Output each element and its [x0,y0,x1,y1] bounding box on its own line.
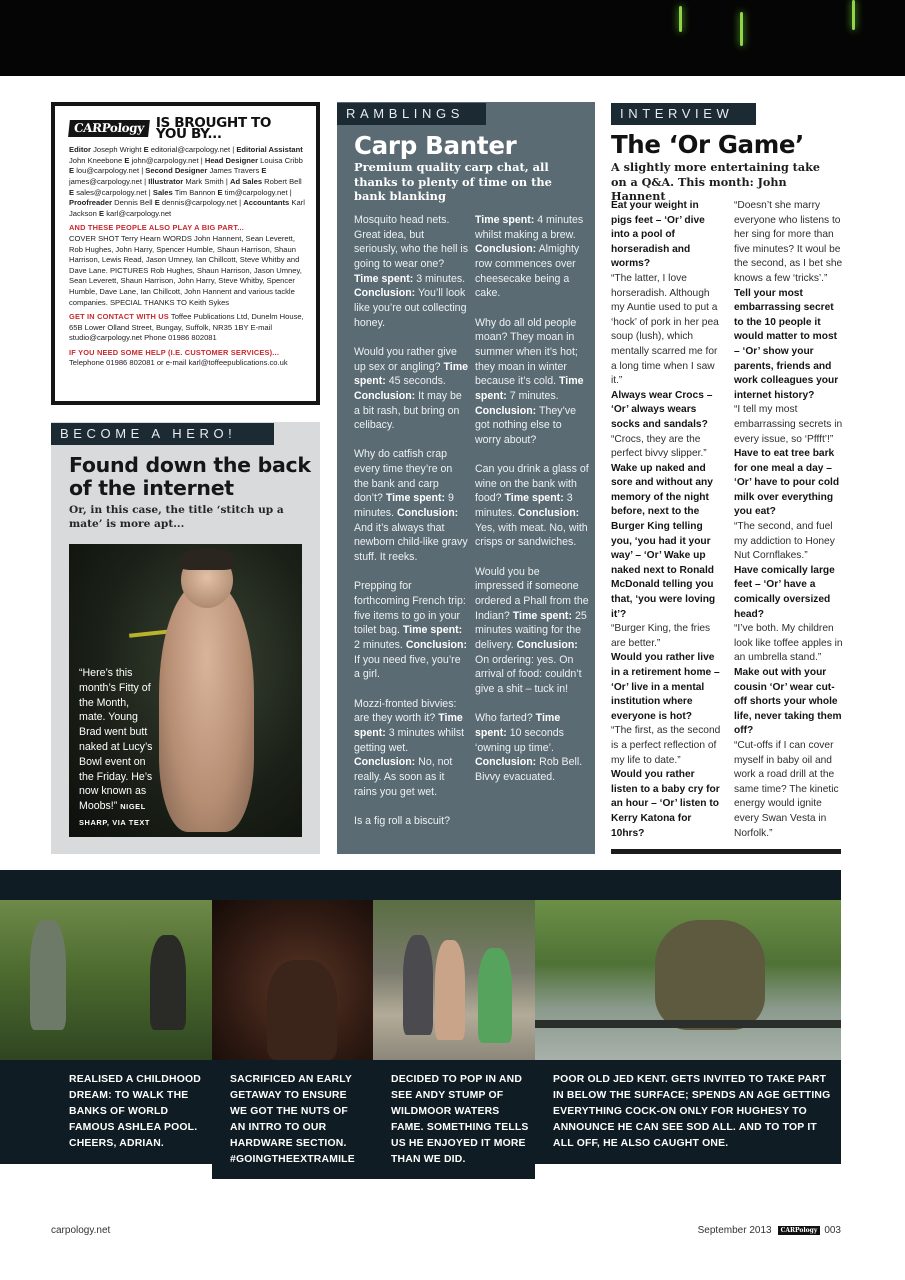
photo-net [535,1020,841,1028]
photo-figure [159,582,254,832]
photo-figure [478,948,512,1043]
answer: “The latter, I love horseradish. Although my Auntie used to put a ‘hock’ of pork in her pea soup (lush), which mentally scarred me for a long time when I saw it.” [611,272,719,387]
photo-caption: REALISED A CHILDHOOD DREAM: TO WALK THE BANKS OF WORLD FAMOUS ASHLEA POOL. CHEERS, ADRIAN. [69,1074,201,1149]
ramblings-column-1 [354,213,469,843]
question: Would you rather listen to a baby cry for an hour – ‘Or’ listen to Kerry Katona for 10hrs? [611,769,720,839]
help-text: Telephone 01986 802081 or e-mail karl@toffeepublications.co.uk [69,358,288,368]
contact-text: Toffee Publications Ltd, Dunelm House, 65B Lower Olland Street, Bungay, Suffolk, NR35 1BY E-mail studio@carpology.net Phone 01986 802081 [69,312,304,343]
photo-wildmoor-waters [373,900,535,1060]
photo-figure [403,935,433,1035]
interview-title: The ‘Or Game’ [611,130,804,159]
hero-photo [69,544,302,837]
help-section [69,348,306,369]
qa-item [611,199,721,389]
interview-column-2 [734,199,844,841]
contributors-heading: AND THESE PEOPLE ALSO PLAY A BIG PART... [69,223,244,233]
hero-section [51,422,320,854]
photo-caption: SACRIFICED AN EARLY GETAWAY TO ENSURE WE GOT THE NUTS OF AN INTRO TO OUR HARDWARE SECTION. #GOINGTHEEXTRAMILE [230,1074,355,1165]
footer-date: September 2013 [697,1225,772,1236]
top-photo-band [0,0,905,76]
banter-item: Would you be impressed if someone ordered a Phall from the Indian? Time spent: 25 minutes waiting for the delivery. Conclusion: On ordering: yes. On arrival of food: couldn’t give a shit – tuck in! [475,565,589,695]
page-number: 003 [824,1225,841,1236]
photo-jed-kent [535,900,841,1060]
photo-caption: DECIDED TO POP IN AND SEE ANDY STUMP OF WILDMOOR WATERS FAME. SOMETHING TELLS US HE ENJOYED IT MORE THAN WE DID. [391,1074,529,1165]
question: Have to eat tree bark for one meal a day – ‘Or’ have to pour cold milk over everything you eat? [734,448,840,518]
question: Make out with your cousin ‘Or’ wear cut-off shorts your whole life, never taking them off? [734,667,842,737]
banter-item: Mozzi-fronted bivvies: are they worth it? Time spent: 3 minutes whilst getting wet. Conclusion: No, not really. As soon as it rains you get wet. [354,697,465,798]
qa-item [611,651,721,768]
photo-figure-hair [179,548,235,570]
banter-item: Who farted? Time spent: 10 seconds ‘owning up time’. Conclusion: Rob Bell. Bivvy evacuated. [475,712,583,783]
photo-caption: POOR OLD JED KENT. GETS INVITED TO TAKE PART IN BELOW THE SURFACE; SPENDS AN AGE GETTING EVERYTHING COCK-ON ONLY FOR HUGHESY TO ANNOUNCE HE CAN SEE SOD ALL. AND TO TOP IT ALL OFF, HE ALSO CAUGHT ONE. [553,1074,831,1149]
answer: “The first, as the second is a perfect reflection of my life to date.” [611,725,721,766]
contact-heading: GET IN CONTACT WITH US [69,312,169,322]
contributors-text: COVER SHOT Terry Hearn WORDS John Hannent, Sean Leverett, Rob Hughes, John Harry, Spencer Humble, Shaun Harrison, Shaun Harrison, Lewis Read, Jason Umney, Ian Chillcott, Steve Whitby and Dave Lane. PICTURES Rob Hughes, Shaun Harrison, Jason Umney, Sean Leverett, Shaun Harrison, John Harry, Steve Whitby, Spencer Humble, Dave Lane, Ian Chillcott, John Hannent and various tackle companies. SPECIAL THANKS TO Keith Sykes [69,233,302,307]
hero-subtitle: Or, in this case, the title ‘stitch up a mate’ is more apt... [69,504,284,530]
qa-item [611,462,721,652]
photo-ashlea-pool [0,900,212,1060]
qa-item [734,287,844,448]
footer-site: carpology.net [51,1225,111,1236]
ramblings-label: RAMBLINGS [337,103,486,125]
staff-list: Editor Joseph Wright E editorial@carpology.net | Editorial Assistant John Kneebone E john@carpology.net | Head Designer Louisa Cribb E lou@carpology.net | Second Designer James Travers E james@carpology.net | Illustrator Mark Smith | Ad Sales Robert Bell E sales@carpology.net | Sales Tim Bannon E tim@carpology.net | Proofreader Dennis Bell E dennis@carpology.net | Accountants Karl Jackson E karl@carpology.net [69,145,305,218]
question: Have comically large feet – ‘Or’ have a comically oversized head? [734,564,835,620]
glowstick-light [679,6,682,32]
question: Always wear Crocs – ‘Or’ always wears socks and sandals? [611,389,713,430]
ramblings-subtitle: Premium quality carp chat, all thanks to plenty of time on the bank blanking [354,160,552,204]
hero-caption [79,666,155,831]
photo-figure [267,960,337,1060]
qa-item [611,389,721,462]
banter-item: Time spent: 4 minutes whilst making a brew. Conclusion: Almighty row commences over cheesecake being a cake. [475,214,584,300]
question: Eat your weight in pigs feet – ‘Or’ dive into a pool of horseradish and worms? [611,200,705,270]
carpology-logo: CARPology [68,120,150,137]
glowstick-light [852,0,855,30]
ramblings-column-2 [475,213,590,799]
answer: “The second, and fuel my addiction to Honey Nut Cornflakes.” [734,521,835,562]
interview-section [611,102,841,854]
help-heading: IF YOU NEED SOME HELP (I.E. CUSTOMER SERVICES)... [69,347,280,357]
credits-title: IS BROUGHT TO YOU BY... [155,115,272,142]
qa-item [734,199,844,287]
interview-rule [611,849,841,854]
photo-figure [655,920,765,1030]
qa-item [734,666,844,841]
hero-label: BECOME A HERO! [51,423,274,445]
banter-item: Can you drink a glass of wine on the bank with food? Time spent: 3 minutes. Conclusion: Yes, with meat. No, with crisps or sandwiches. [475,463,589,549]
banter-item: Why do all old people moan? They moan in summer when it’s hot; they moan in winter because it’s cold. Time spent: 7 minutes. Conclusion: They’ve got nothing else to worry about? [475,316,584,446]
question: Tell your most embarrassing secret to the 10 people it would matter to most – ‘Or’ show your parents, friends and work colleagues your internet history? [734,287,839,401]
contact-section [69,312,306,344]
contributors-section [69,223,306,308]
banter-item: Why do catfish crap every time they’re on the bank and carp don’t? Time spent: 9 minutes. Conclusion: And it’s always that newborn child-like gravy stuff. It reeks. [354,448,468,564]
qa-item [611,768,721,841]
interview-label: INTERVIEW [611,103,756,125]
ramblings-title: Carp Banter [354,131,517,160]
credits-header [69,115,306,142]
interview-column-1 [611,199,721,841]
answer: “Cut-offs if I can cover myself in baby oil and work a road drill at the same time? The kinetic energy would ignite every Swan Vesta in Norfolk.” [734,739,839,839]
hero-caption-credit: NIGEL SHARP, VIA TEXT [79,802,151,827]
photo-figure [150,935,186,1030]
ramblings-section [337,102,595,854]
banter-item: Would you rather give up sex or angling? Time spent: 45 seconds. Conclusion: It may be a bit rash, but bring on celibacy. [354,345,469,432]
glowstick-light [740,12,743,46]
banter-item: Mosquito head nets. Great idea, but seriously, who the hell is going to wear one? Time spent: 3 minutes. Conclusion: You’ll look like you’re out collecting honey. [354,214,469,329]
banter-item: Is a fig roll a biscuit? [354,814,450,827]
qa-item [734,564,844,666]
photo-hardware-intro [212,900,373,1060]
interview-subtitle: A slightly more entertaining take on a Q&A. This month: John Hannent [611,160,820,204]
photo-figure [30,920,66,1030]
answer: “I’ve both. My children look like toffee apples in an umbrella stand.” [734,623,843,664]
hero-caption-text: “Here’s this month’s Fitty of the Month, mate. Young Brad went butt naked at Lucy’s Bowl event on the Friday. He’s now known as Moobs!” [79,667,153,813]
answer: “Burger King, the fries are better.” [611,623,711,649]
footer-issue [698,1225,841,1236]
question: Wake up naked and sore and without any memory of the night before, next to the Burger King telling you, ‘you had it your way’ – ‘Or’ Wake up naked next to Ronald McDonald telling you that, ‘you were loving it’? [611,462,716,620]
answer: “I tell my most embarrassing secrets in every issue, so ‘Pffft’!” [734,404,843,445]
photo-figure [435,940,465,1040]
question: Would you rather live in a retirement home – ‘Or’ live in a mental institution where everyone is hot? [611,652,720,722]
footer-logo: CARPology [778,1226,821,1235]
hero-title: Found down the back of the internet [69,453,311,500]
answer: “Crocs, they are the perfect bivvy slipper.” [611,433,707,460]
answer: “Doesn’t she marry everyone who listens to her sing for more than five minutes? It woul be the second, as I bet she knows a few ‘tricks’.” [734,200,843,284]
banter-item: Prepping for forthcoming French trip: five items to go in your toilet bag. Time spent: 2 minutes. Conclusion: If you need five, you’re a girl. [354,580,468,681]
credits-box [51,102,320,405]
qa-item [734,447,844,564]
